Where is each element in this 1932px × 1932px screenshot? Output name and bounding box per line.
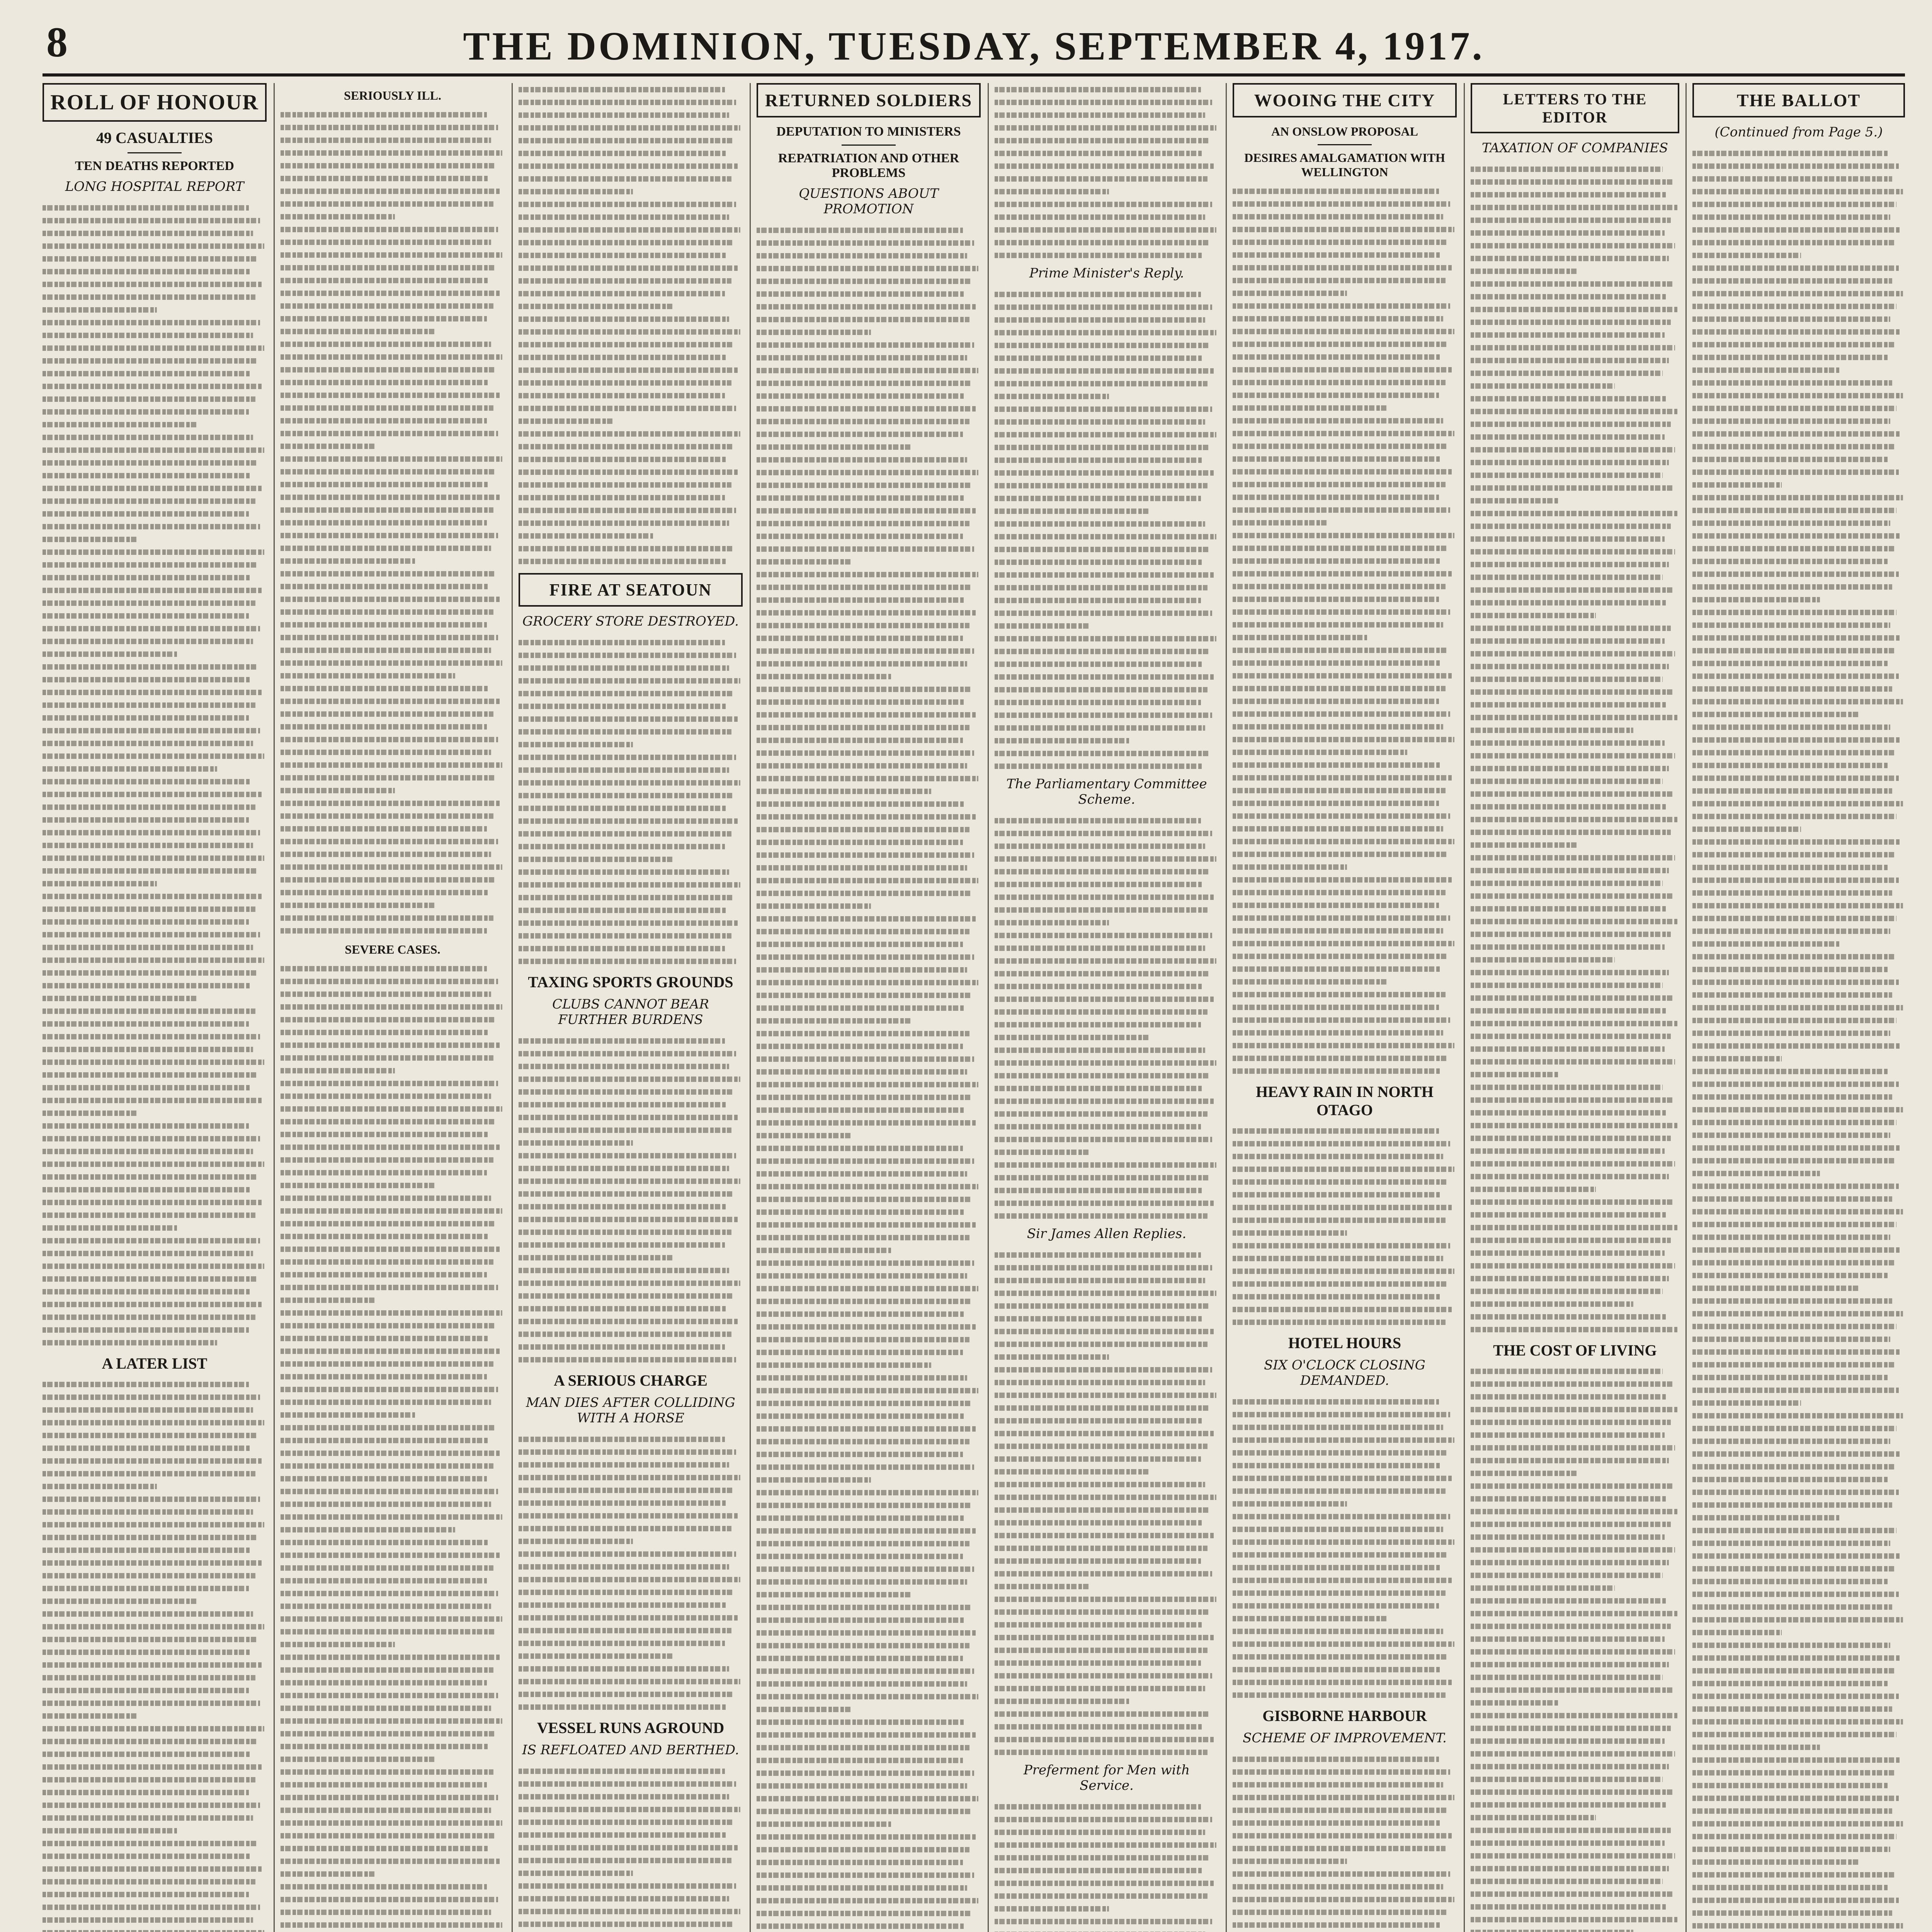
taxation-deck: TAXATION OF COMPANIES	[1481, 140, 1668, 156]
seriously-ill-list	[281, 108, 505, 937]
column-ballot	[1692, 83, 1905, 1932]
fire-deck: GROCERY STORE DESTROYED.	[522, 614, 739, 629]
hospital-deck: LONG HOSPITAL REPORT	[65, 179, 244, 194]
onslow-article	[1233, 185, 1457, 1077]
severe-cases-list	[281, 962, 505, 1932]
prime-minister-text	[995, 288, 1219, 772]
cost-of-living-letter	[1471, 1365, 1679, 1932]
deaths-deck: TEN DEATHS REPORTED	[75, 159, 234, 173]
vessel-heading: VESSEL RUNS AGROUND	[537, 1719, 724, 1736]
vessel-article	[519, 1765, 743, 1932]
hotel-article	[1233, 1395, 1457, 1701]
closing-deck: SIX O'CLOCK CLOSING DEMANDED.	[1264, 1357, 1425, 1388]
wooing-heading: WOOING THE CITY	[1254, 90, 1435, 110]
ballot-heading: THE BALLOT	[1736, 90, 1861, 110]
gisborne-article	[1233, 1753, 1457, 1932]
continued-list	[519, 83, 743, 568]
cost-of-living-heading: THE COST OF LIVING	[1493, 1342, 1657, 1359]
gisborne-heading: GISBORNE HARBOUR	[1262, 1707, 1427, 1725]
rain-article	[1233, 1124, 1457, 1328]
column-fire-at-seatoun	[519, 83, 743, 1932]
ballot-continued: (Continued from Page 5.)	[1714, 124, 1883, 140]
seriously-ill-heading: SERIOUSLY ILL.	[344, 88, 441, 102]
parliamentary-scheme: The Parliamentary Committee Scheme.	[1006, 776, 1207, 807]
returned-soldiers-article	[757, 224, 981, 1932]
returned-soldiers-heading: RETURNED SOLDIERS	[765, 90, 973, 110]
improvement-deck: SCHEME OF IMPROVEMENT.	[1243, 1730, 1447, 1746]
preferment-text	[995, 1800, 1219, 1932]
amalgamation-deck: DESIRES AMALGAMATION WITH WELLINGTON	[1244, 151, 1445, 179]
scheme-text	[995, 814, 1219, 1222]
casualty-list	[43, 201, 267, 1349]
taxation-letter	[1471, 163, 1679, 1336]
roll-of-honour-heading: ROLL OF HONOUR	[50, 90, 259, 114]
repatriation-deck: REPATRIATION AND OTHER PROBLEMS	[778, 151, 959, 180]
sports-deck: CLUBS CANNOT BEAR FURTHER BURDENS	[552, 997, 709, 1027]
column-returned-soldiers	[757, 83, 981, 1932]
ballot-names-list	[1692, 147, 1905, 1932]
sports-heading: TAXING SPORTS GROUNDS	[528, 973, 733, 991]
column-roll-of-honour	[43, 83, 267, 1932]
charge-heading: A SERIOUS CHARGE	[554, 1372, 707, 1389]
newspaper-title: THE DOMINION, TUESDAY, SEPTEMBER 4, 1917.	[463, 24, 1485, 68]
later-list-heading: A LATER LIST	[102, 1355, 207, 1372]
vessel-deck: IS REFLOATED AND BERTHED.	[522, 1742, 739, 1758]
column-seriously-ill	[281, 83, 505, 1932]
column-soldiers-continued	[995, 83, 1219, 1932]
rain-heading: HEAVY RAIN IN NORTH OTAGO	[1256, 1083, 1434, 1119]
deputation-deck: DEPUTATION TO MINISTERS	[776, 124, 961, 139]
column-letters	[1471, 83, 1679, 1932]
prime-minister-reply: Prime Minister's Reply.	[1029, 265, 1184, 281]
column-wooing-the-city	[1233, 83, 1457, 1932]
allen-text	[995, 1248, 1219, 1759]
charge-article	[519, 1433, 743, 1713]
letters-heading: LETTERS TO THE EDITOR	[1503, 90, 1647, 126]
casualties-subheading: 49 CASUALTIES	[96, 129, 213, 146]
fire-article	[519, 636, 743, 968]
newspaper-page	[43, 15, 1905, 1932]
allen-replies: Sir James Allen Replies.	[1027, 1226, 1187, 1242]
fire-heading: FIRE AT SEATOUN	[549, 580, 712, 599]
article-continued	[995, 83, 1219, 262]
sports-article	[519, 1034, 743, 1366]
hotel-heading: HOTEL HOURS	[1288, 1334, 1401, 1352]
page-number: 8	[46, 19, 68, 66]
promotion-deck: QUESTIONS ABOUT PROMOTION	[799, 186, 939, 217]
charge-deck: MAN DIES AFTER COLLIDING WITH A HORSE	[526, 1395, 735, 1426]
onslow-deck: AN ONSLOW PROPOSAL	[1271, 124, 1418, 138]
later-casualty-list	[43, 1378, 267, 1932]
severe-cases-heading: SEVERE CASES.	[345, 942, 440, 956]
masthead	[43, 15, 1905, 77]
preferment: Preferment for Men with Service.	[1023, 1762, 1190, 1793]
